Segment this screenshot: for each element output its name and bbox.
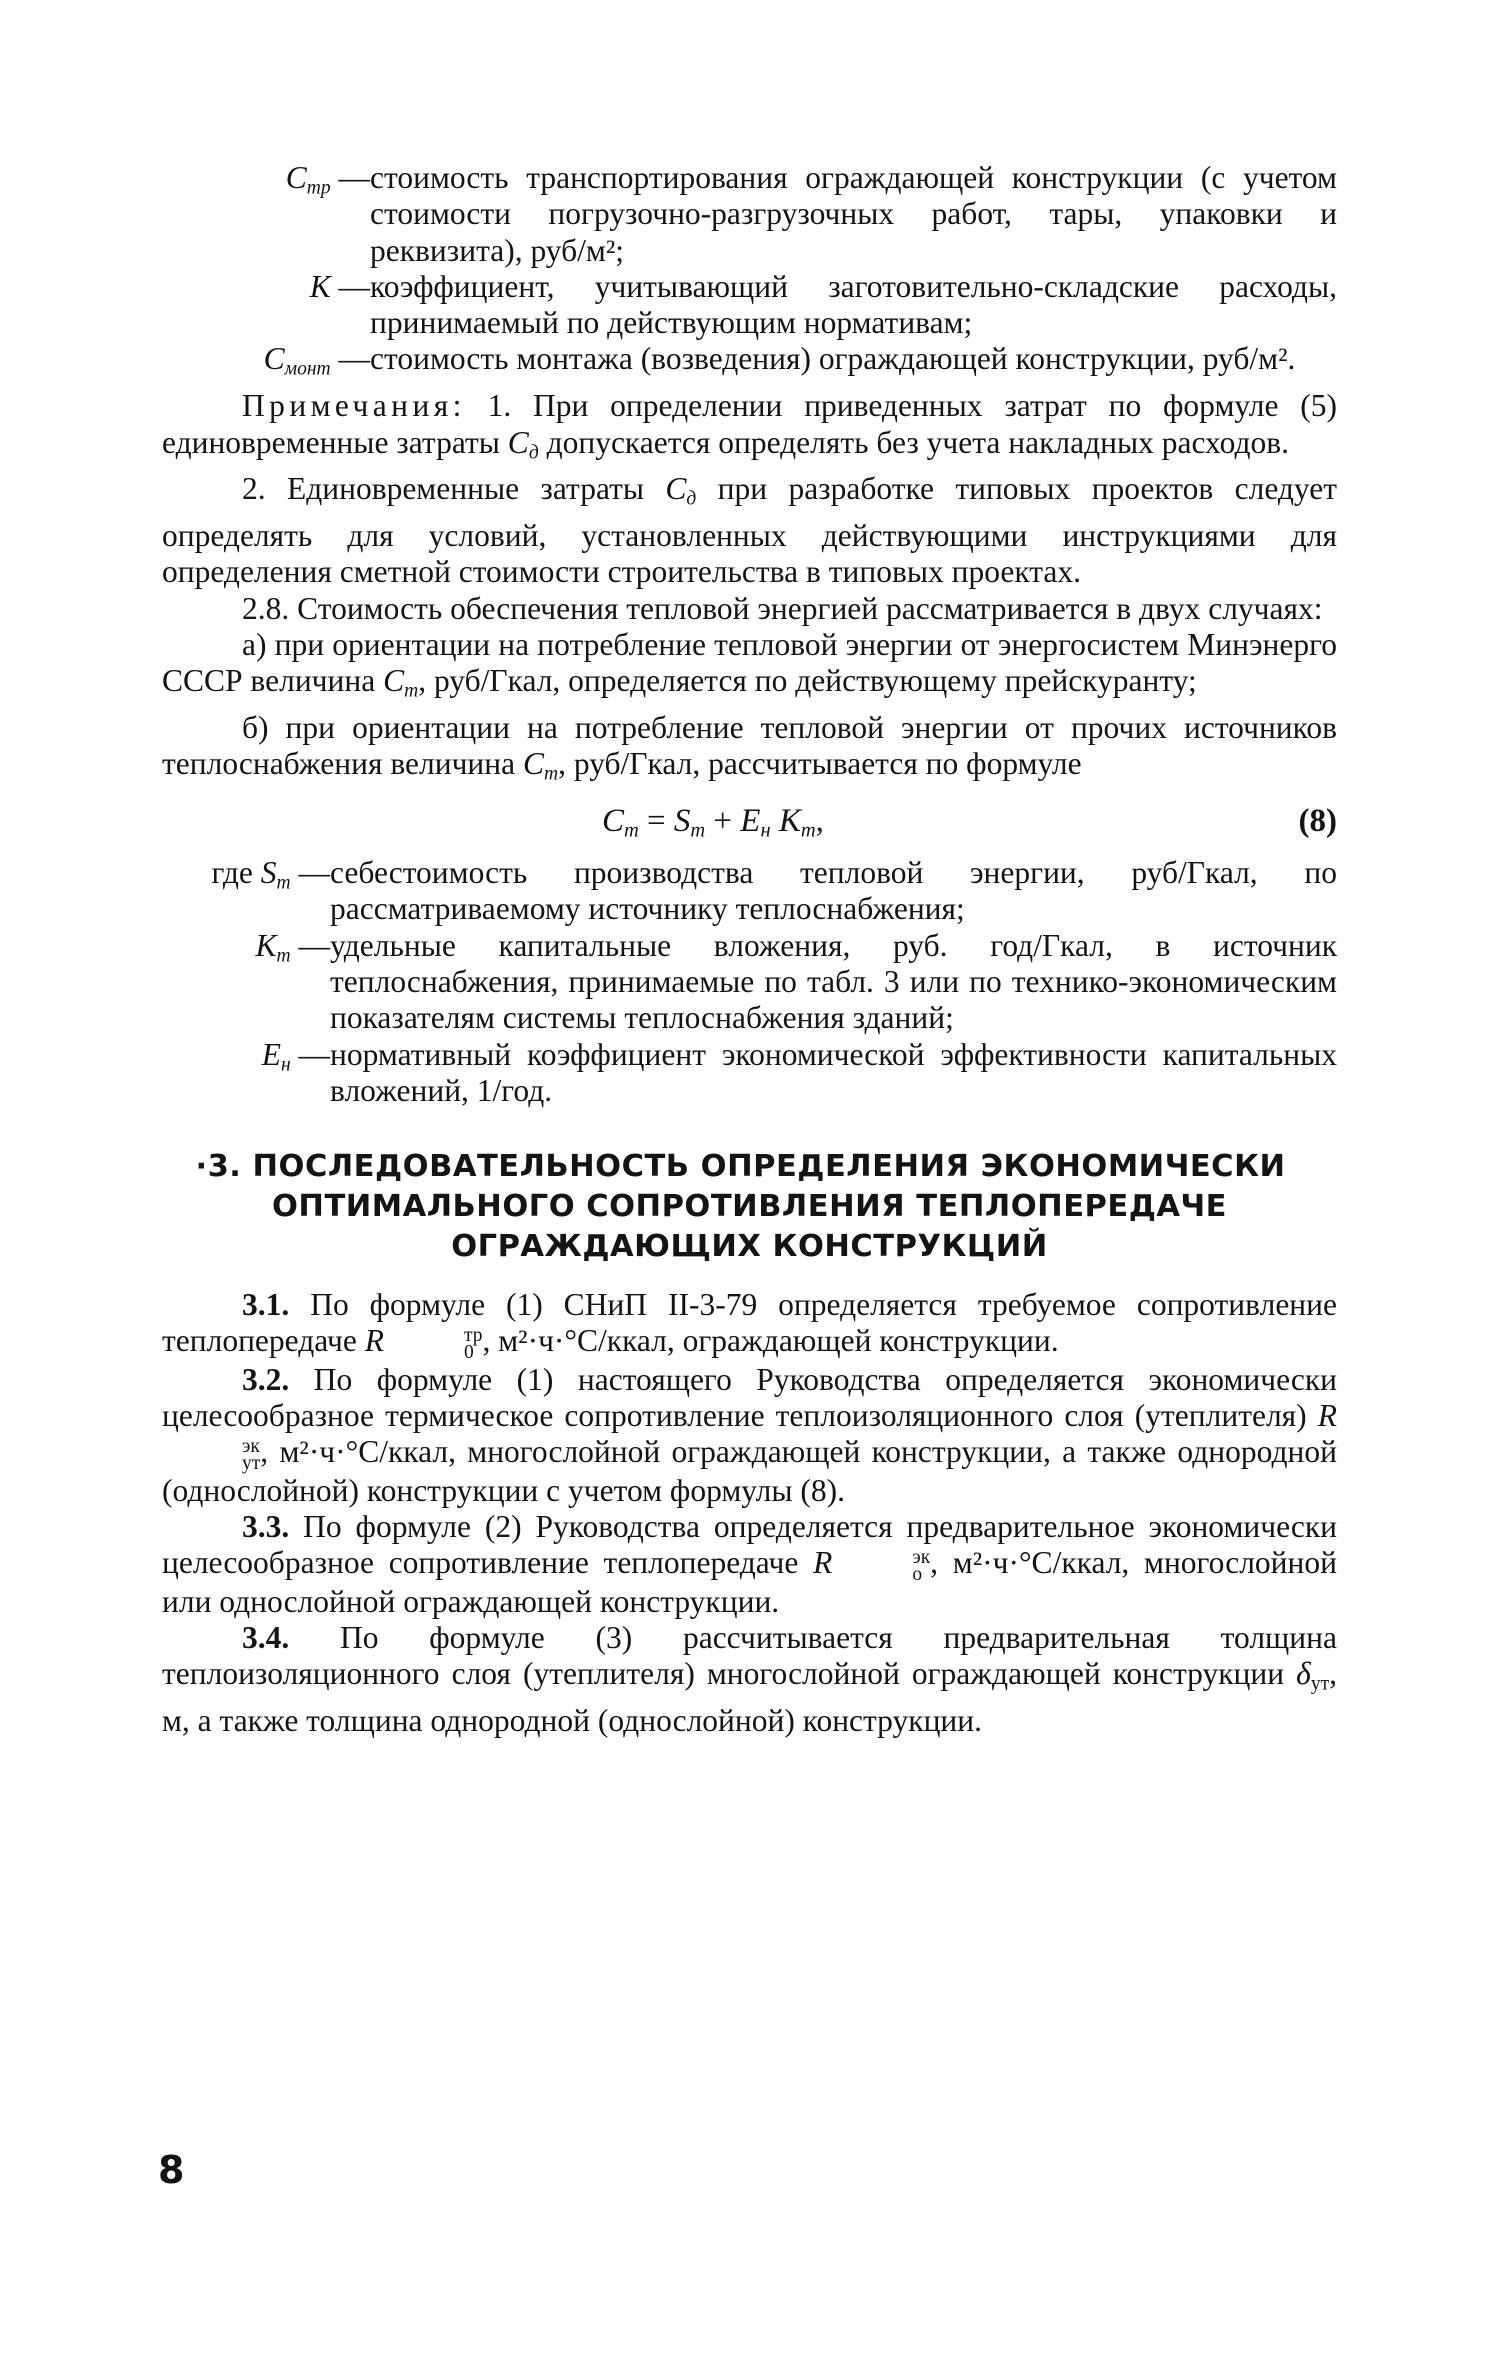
definition-item: [162, 269, 1337, 342]
definition-term: $E_н$ —: [261, 1036, 330, 1075]
definition-text: стоимость монтажа (возведения) ограждающей конструкции, руб/м².: [370, 341, 1296, 377]
formula-expression: $С_т = S_т + E_н$ $K_т$,: [602, 803, 824, 842]
paragraph-3-2: 3.2. По формуле (1) настоящего Руководства определяется экономически целесообразное термическое сопротивление теплоизоляционного слоя (утеплителя) R эк ут , м²·ч·°С/ккал, многослойной ограждающей конструкции, а также однородной (однослойной) конструкции с учетом формулы (8).: [162, 1361, 1337, 1508]
note-paragraph-2: 2. Единовременные затраты $С_д$ при разработке типовых проектов следует определять для условий, установленных действующими инструкциями для определения сметной стоимости строительства в типовых проектах.: [162, 471, 1337, 590]
definitions-list-formula: [162, 855, 1337, 1109]
paragraph-3-4: 3.4. По формуле (3) рассчитывается предварительная толщина теплоизоляционного слоя (утеплителя) многослойной ограждающей конструкции $\delta_{ут}$, м, а также толщина однородной (однослойной) конструкции.: [162, 1620, 1337, 1739]
definition-item: [162, 855, 1337, 928]
formula-number: (8): [1298, 803, 1337, 840]
note-paragraph-1: Примечания: 1. При определении приведенных затрат по формуле (5) единовременные затраты $С_д$ допускается определять без учета накладных расходов.: [162, 388, 1337, 463]
definitions-list-top: [162, 160, 1337, 388]
definition-text: себестоимость производства тепловой энергии, руб/Гкал, по рассматриваемому источнику теплоснабжения;: [330, 855, 1337, 927]
paragraph-3-3: 3.3. По формуле (2) Руководства определяется предварительное экономически целесообразное сопротивление теплопередаче R эк о , м²·ч·°С/ккал, многослойной или однослойной ограждающей конструкции.: [162, 1509, 1337, 1619]
definition-text: коэффициент, учитывающий заготовительно-складские расходы, принимаемый по действующим нормативам;: [370, 268, 1337, 341]
definition-term: где $S_т$ —: [211, 855, 330, 894]
page-text: [162, 160, 1337, 1739]
paragraph-3-1: 3.1. По формуле (1) СНиП II-3-79 определяется требуемое сопротивление теплопередаче R тр 0 , м²·ч·°С/ккал, ограждающей конструкции.: [162, 1287, 1337, 1364]
definition-item: [162, 341, 1337, 388]
section-heading: ·3. ПОСЛЕДОВАТЕЛЬНОСТЬ ОПРЕДЕЛЕНИЯ ЭКОНОМИЧЕСКИ ОПТИМАЛЬНОГО СОПРОТИВЛЕНИЯ ТЕПЛОПЕРЕДАЧЕ ОГРАЖДАЮЩИХ КОНСТРУКЦИЙ: [195, 1149, 1286, 1265]
formula-8: [162, 803, 1337, 849]
paragraph-2-8-a: а) при ориентации на потребление тепловой энергии от энергосистем Минэнерго СССР величина $С_т$, руб/Гкал, определяется по действующему прейскуранту;: [162, 626, 1337, 702]
definition-item: [162, 928, 1337, 1037]
definition-text: нормативный коэффициент экономической эффективности капитальных вложений, 1/год.: [330, 1036, 1337, 1108]
paragraph-2-8-b: б) при ориентации на потребление тепловой энергии от прочих источников теплоснабжения величина $С_т$, руб/Гкал, рассчитывается по формуле: [162, 709, 1337, 785]
definition-item: [162, 1037, 1337, 1110]
definition-term: $С_{монт}$ —: [263, 341, 370, 380]
definition-text: удельные капитальные вложения, руб. год/Гкал, в источник теплоснабжения, принимаемые по табл. 3 или по технико-экономическим показателям системы теплоснабжения зданий;: [330, 927, 1337, 1036]
paragraph-2-8: 2.8. Стоимость обеспечения тепловой энергией рассматривается в двух случаях:: [242, 590, 1323, 626]
definition-item: [162, 160, 1337, 269]
definition-term: $K_т$ —: [255, 927, 330, 967]
page-number: 8: [158, 2148, 185, 2192]
definition-term: К —: [309, 268, 370, 304]
definition-text: стоимость транспортирования ограждающей конструкции (с учетом стоимости погрузочно-разгрузочных работ, тары, упаковки и реквизита), руб/м²;: [370, 160, 1337, 268]
definition-term: $С_{тр}$ —: [285, 160, 370, 199]
